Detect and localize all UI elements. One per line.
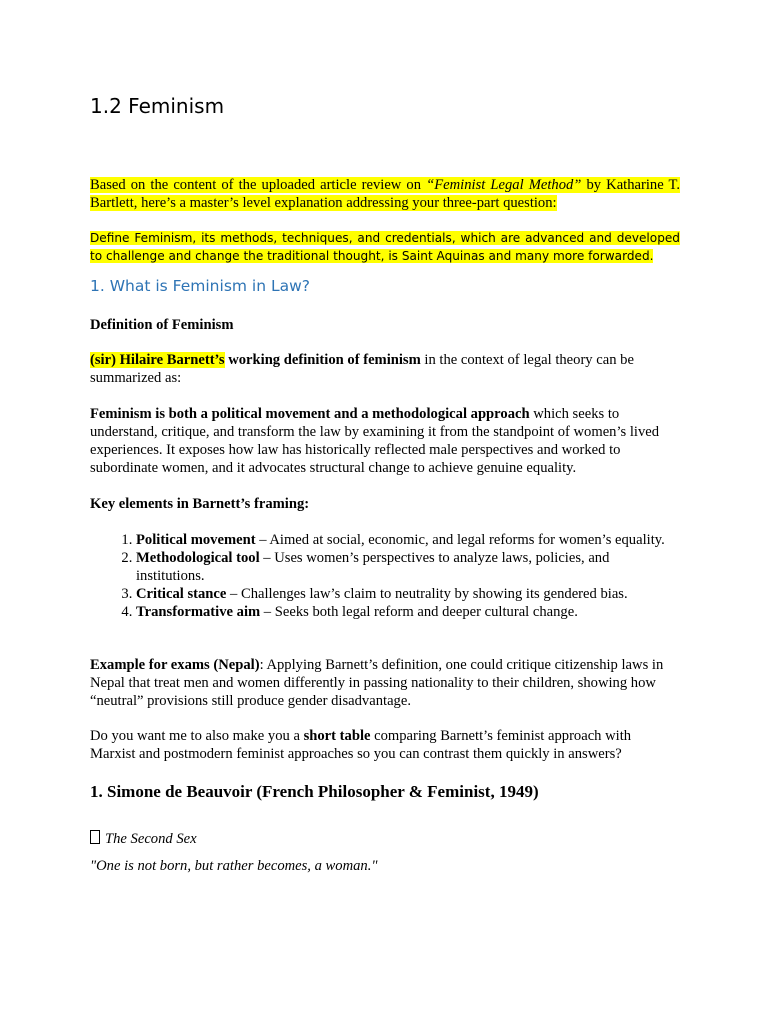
summary-rest: which seeks to understand, critique, and transform the law by examining it from the standpoint of women’s lived experiences. It exposes how law has historically reflected male perspectives and worked to subordinate women, and it advocates structural change to achieve genuine equality. [90,406,660,476]
example-text: : Applying Barnett’s definition, one could critique citizenship laws in Nepal that treat men and women differently in passing nationality to their children, showing how “neutral” provisions still produce gender disadvantage. [90,657,664,709]
quote: "One is not born, but rather becomes, a woman." [90,858,378,874]
key-elements-heading [90,495,680,513]
list-item [136,603,680,621]
list-item [136,585,680,603]
list-item [136,531,680,549]
section-heading: 1. What is Feminism in Law? [90,277,311,295]
example-label: Example for exams (Nepal) [90,657,260,673]
list-item-desc: – Uses women’s perspectives to analyze laws, policies, and institutions. [136,550,610,584]
list-item-term: Political movement [136,532,256,548]
key-elements-heading-text: Key elements in Barnett’s framing: [90,496,310,512]
intro-paragraph [90,176,680,212]
missing-glyph-box-icon [90,830,100,844]
example-paragraph [90,656,680,710]
definition-heading [90,316,680,334]
offer-before: Do you want me to also make you a [90,728,304,744]
book-line [90,830,197,848]
document-heading: 1.2 Feminism [90,94,225,118]
barnett-rest: in the context of legal theory can be summarized as: [90,352,634,386]
article-title: “Feminist Legal Method” [426,177,582,193]
barnett-bold: working definition of feminism [224,352,421,368]
summary-bold: Feminism is both a political movement and a methodological approach [90,406,530,422]
offer-bold: short table [303,728,371,744]
list-item-term: Transformative aim [136,604,261,620]
list-item-desc: – Seeks both legal reform and deeper cultural change. [260,604,578,620]
barnett-name: (sir) Hilaire Barnett’s [90,352,225,368]
list-item-desc: – Aimed at social, economic, and legal reforms for women’s equality. [255,532,665,548]
offer-paragraph [90,727,680,763]
offer-after: comparing Barnett’s feminist approach with Marxist and postmodern feminist approaches so you can contrast them quickly in answers? [90,728,632,762]
key-elements-list [90,531,680,621]
definition-heading-text: Definition of Feminism [90,317,234,333]
intro-before: Based on the content of the uploaded article review on [90,177,427,193]
barnett-paragraph [90,351,680,387]
list-item [136,549,680,585]
summary-paragraph [90,405,680,477]
intro-after: by Katharine T. Bartlett, here’s a master’s level explanation addressing your three-part question: [90,177,680,211]
question-text: Define Feminism, its methods, techniques, and credentials, which are advanced and developed to challenge and change the traditional thought, is Saint Aquinas and many more forwarded. [90,231,680,263]
list-item-term: Methodological tool [136,550,260,566]
list-item-term: Critical stance [136,586,227,602]
book-title: The Second Sex [105,831,197,847]
list-item-desc: – Challenges law’s claim to neutrality by showing its gendered bias. [226,586,628,602]
person-heading: 1. Simone de Beauvoir (French Philosopher & Feminist, 1949) [90,782,539,801]
question-paragraph [90,229,680,265]
